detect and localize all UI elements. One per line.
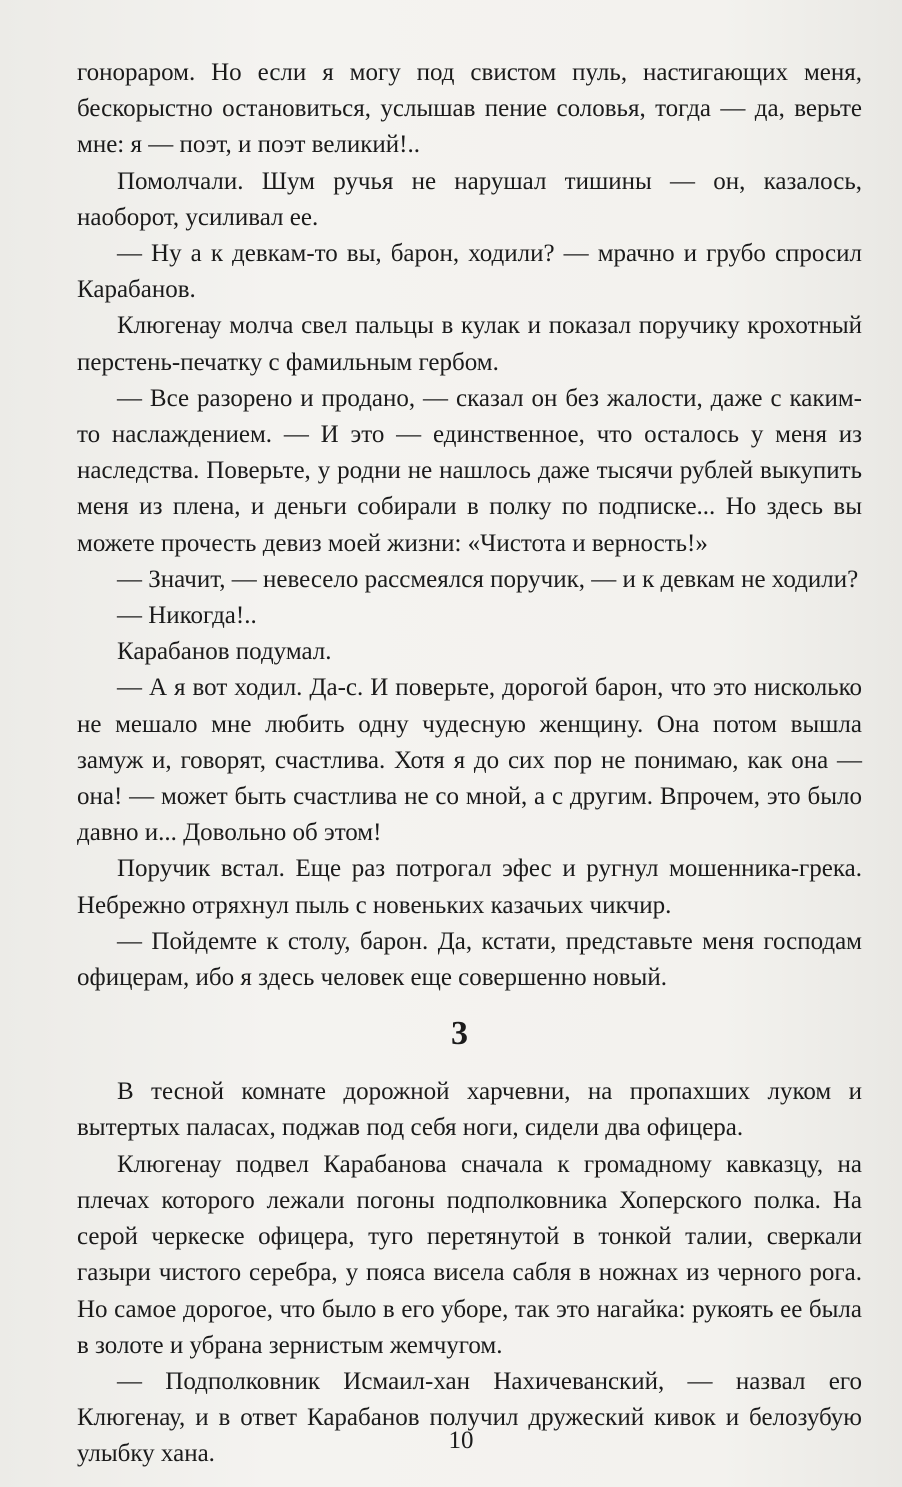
paragraph: — Подполковник Исмаил-хан Нахичеванский, — назвал его Клюгенау, и в ответ Карабанов получил дружеский кивок и белозубую улыбку хана. [77, 1367, 862, 1468]
paragraph: — А я вот ходил. Да-с. И поверьте, дорогой барон, что это нисколько не мешало мне любить одну чудесную женщину. Она потом вышла замуж и, говорят, счастлива. Хотя я до сих пор не понимаю, как она — она! — может быть счастлива не со мной, а с другим. Впрочем, это было давно и... Довольно об этом! [77, 674, 862, 847]
paragraph: Помолчали. Шум ручья не нарушал тишины — он, казалось, наоборот, усиливал ее. [77, 167, 862, 231]
paragraph: Клюгенау молча свел пальцы в кулак и показал поручику крохотный перстень-печатку с фамильным гербом. [77, 312, 862, 376]
paragraph: — Ну а к девкам-то вы, барон, ходили? — мрачно и грубо спросил Карабанов. [77, 240, 862, 304]
chapter-heading: 3 [451, 1015, 468, 1053]
paragraph: гонораром. Но если я могу под свистом пуль, настигающих меня, бескорыстно остановиться, услышав пение соловья, тогда — да, верьте мне: я — поэт, и поэт великий!.. [77, 59, 862, 159]
paragraph: — Пойдемте к столу, барон. Да, кстати, представьте меня господам офицерам, ибо я здесь человек еще совершенно новый. [77, 927, 862, 992]
paragraph: В тесной комнате дорожной харчевни, на пропахших луком и вытертых паласах, поджав под себя ноги, сидели два офицера. [77, 1078, 862, 1142]
paragraph: — Значит, — невесело рассмеялся поручик, — и к девкам не ходили? [117, 565, 859, 593]
paragraph: Карабанов подумал. [117, 638, 332, 666]
text-block-before [77, 55, 862, 996]
text-block-after [77, 1074, 862, 1472]
paragraph: — Все разорено и продано, — сказал он без жалости, даже с каким-то наслаждением. — И это — единственное, что осталось у меня из наследства. Поверьте, у родни не нашлось даже тысячи рублей выкупить меня из плена, и деньги собирали в полку по подписке... Но здесь вы можете прочесть девиз моей жизни: «Чистота и верность!» [77, 384, 862, 557]
page-number: 10 [448, 1427, 474, 1454]
paragraph: Клюгенау подвел Карабанова сначала к громадному кавказцу, на плечах которого лежали погоны подполковника Хоперского полка. На серой черкеске офицера, туго перетянутой в тонкой талии, сверкали газыри чистого серебра, у пояса висела сабля в ножнах из черного рога. Но самое дорогое, что было в его уборе, так это нагайка: рукоять ее была в золоте и убрана зернистым жемчугом. [77, 1150, 862, 1359]
paragraph: Поручик встал. Еще раз потрогал эфес и ругнул мошенника-грека. Небрежно отряхнул пыль с новеньких казачьих чикчир. [77, 855, 862, 919]
paragraph: — Никогда!.. [117, 602, 257, 630]
